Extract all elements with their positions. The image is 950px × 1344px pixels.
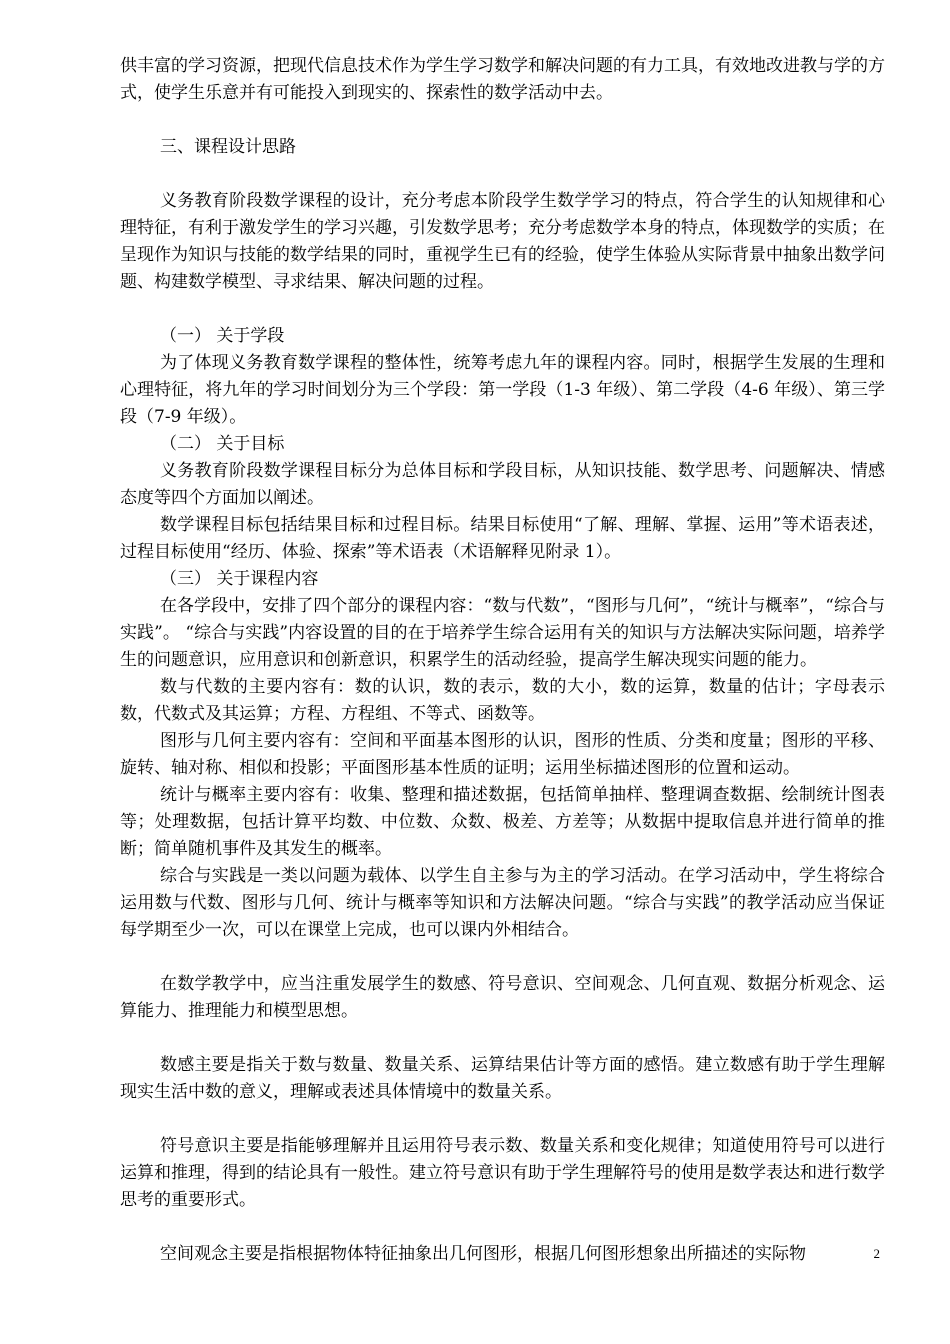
paragraph-goal-types: 数学课程目标包括结果目标和过程目标。结果目标使用“了解、理解、掌握、运用”等术语表述，过程目标使用“经历、体验、探索”等术语表（术语解释见附录 1）。	[120, 515, 885, 562]
spacer	[120, 1106, 885, 1133]
paragraph-number-algebra: 数与代数的主要内容有：数的认识，数的表示，数的大小，数的运算，数量的估计；字母表示数，代数式及其运算；方程、方程组、不等式、函数等。	[120, 677, 885, 724]
paragraph-four-parts: 在各学段中，安排了四个部分的课程内容：“数与代数”，“图形与几何”，“统计与概率”，“综合与实践”。 “综合与实践”内容设置的目的在于培养学生综合运用有关的知识与方法解决实际问题，培养学生的问题意识，应用意识和创新意识，积累学生的活动经验，提高学生解决现实问题的能力。	[120, 596, 885, 670]
page-number: 2	[873, 1246, 880, 1261]
paragraph-number-sense: 数感主要是指关于数与数量、数量关系、运算结果估计等方面的感悟。建立数感有助于学生理解现实生活中数的意义，理解或表述具体情境中的数量关系。	[120, 1055, 885, 1102]
paragraph-geometry: 图形与几何主要内容有：空间和平面基本图形的认识，图形的性质、分类和度量；图形的平移、旋转、轴对称、相似和投影；平面图形基本性质的证明；运用坐标描述图形的位置和运动。	[120, 731, 885, 778]
spacer	[120, 296, 885, 323]
paragraph-design-principles: 义务教育阶段数学课程的设计，充分考虑本阶段学生数学学习的特点，符合学生的认知规律和心理特征，有利于激发学生的学习兴趣，引发数学思考；充分考虑数学本身的特点，体现数学的实质；在呈现作为知识与技能的数学结果的同时，重视学生已有的经验，使学生体验从实际背景中抽象出数学问题、构建数学模型、寻求结果、解决问题的过程。	[120, 191, 885, 292]
subheading-stages: （一） 关于学段	[160, 326, 285, 346]
paragraph-statistics: 统计与概率主要内容有：收集、整理和描述数据，包括简单抽样、整理调查数据、绘制统计图表等；处理数据，包括计算平均数、中位数、众数、极差、方差等；从数据中提取信息并进行简单的推断；简单随机事件及其发生的概率。	[120, 785, 885, 859]
paragraph-goals: 义务教育阶段数学课程目标分为总体目标和学段目标，从知识技能、数学思考、问题解决、情感态度等四个方面加以阐述。	[120, 461, 885, 508]
paragraph-spatial-concept: 空间观念主要是指根据物体特征抽象出几何图形，根据几何图形想象出所描述的实际物	[160, 1244, 806, 1264]
subheading-content: （三） 关于课程内容	[160, 569, 319, 589]
section-heading-curriculum-design: 三、课程设计思路	[160, 137, 296, 157]
spacer	[120, 1214, 885, 1241]
spacer	[120, 161, 885, 188]
spacer	[120, 107, 885, 134]
paragraph-practice: 综合与实践是一类以问题为载体、以学生自主参与为主的学习活动。在学习活动中，学生将综合运用数与代数、图形与几何、统计与概率等知识和方法解决问题。“综合与实践”的教学活动应当保证每学期至少一次，可以在课堂上完成，也可以课内外相结合。	[120, 866, 885, 940]
subheading-goals: （二） 关于目标	[160, 434, 285, 454]
spacer	[120, 1025, 885, 1052]
paragraph-key-abilities: 在数学教学中，应当注重发展学生的数感、符号意识、空间观念、几何直观、数据分析观念、运算能力、推理能力和模型思想。	[120, 974, 885, 1021]
paragraph-symbol-awareness: 符号意识主要是指能够理解并且运用符号表示数、数量关系和变化规律；知道使用符号可以进行运算和推理，得到的结论具有一般性。建立符号意识有助于学生理解符号的使用是数学表达和进行数学思考的重要形式。	[120, 1136, 885, 1210]
paragraph-continued: 供丰富的学习资源，把现代信息技术作为学生学习数学和解决问题的有力工具，有效地改进教与学的方式，使学生乐意并有可能投入到现实的、探索性的数学活动中去。	[120, 56, 885, 103]
paragraph-stages: 为了体现义务教育数学课程的整体性，统筹考虑九年的课程内容。同时，根据学生发展的生理和心理特征，将九年的学习时间划分为三个学段：第一学段（1-3 年级）、第二学段（4-6 年级）、第三学段（7-9 年级）。	[120, 353, 885, 427]
page-body	[120, 53, 885, 1268]
spacer	[120, 944, 885, 971]
